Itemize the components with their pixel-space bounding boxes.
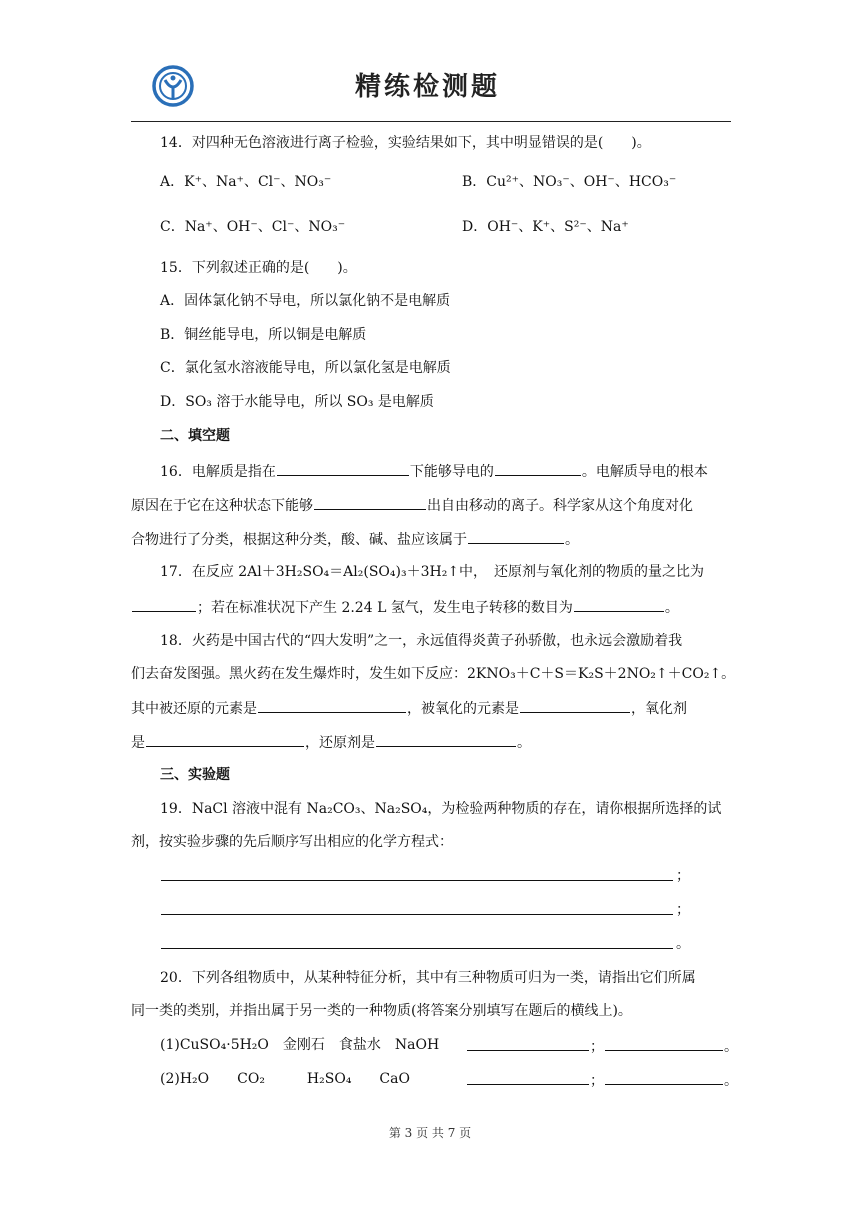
q20-sep: ；: [590, 1039, 604, 1055]
q16-blank-2[interactable]: [495, 460, 581, 476]
q18-blank-1[interactable]: [258, 697, 406, 713]
q18-text: 是: [131, 735, 145, 751]
q20-group-1-answers: [466, 1035, 738, 1057]
q19-punct: ；: [676, 902, 690, 918]
q20-blank-1b[interactable]: [605, 1035, 723, 1051]
q20-line2: 同一类的类别，并指出属于另一类的一种物质(将答案分别填写在题后的横线上)。: [131, 1003, 632, 1019]
q17-text: 。: [664, 600, 679, 616]
q17-blank-1[interactable]: [132, 596, 196, 612]
q15-option-b: B．铜丝能导电，所以铜是电解质: [160, 327, 367, 343]
q18-text: ，氧化剂: [631, 701, 687, 717]
q20-blank-2a[interactable]: [467, 1069, 589, 1085]
page-number: 第 3 页 共 7 页: [388, 1126, 472, 1140]
q20-group-2-answers: [466, 1069, 738, 1091]
q19-answer-line-2[interactable]: [161, 914, 673, 915]
q19-answer-line-1[interactable]: [161, 880, 673, 881]
q20-line1: 20．下列各组物质中，从某种特征分析，其中有三种物质可归为一类，请指出它们所属: [160, 970, 696, 986]
q15-option-a: A．固体氯化钠不导电，所以氯化钠不是电解质: [160, 293, 451, 309]
q16-text: 出自由移动的离子。科学家从这个角度对化: [427, 498, 693, 514]
header-divider: [131, 121, 731, 122]
q19-answer-line-3[interactable]: [161, 948, 673, 949]
q16-blank-4[interactable]: [468, 528, 564, 544]
q18-line4: [131, 731, 531, 753]
q15-option-c: C．氯化氢水溶液能导电，所以氯化氢是电解质: [160, 360, 451, 376]
logo-icon: [151, 64, 195, 108]
q17-line1: 17．在反应 2Al＋3H₂SO₄＝Al₂(SO₄)₃＋3H₂↑中， 还原剂与氧化剂的物质的量之比为: [160, 564, 705, 580]
q18-blank-3[interactable]: [146, 731, 304, 747]
q18-text: ，被氧化的元素是: [407, 701, 519, 717]
q20-group-1: [160, 1035, 439, 1055]
q14-option-c: C．Na⁺、OH⁻、Cl⁻、NO₃⁻: [160, 219, 346, 235]
q16-blank-3[interactable]: [314, 494, 426, 510]
q17-line2: [131, 596, 679, 618]
q20-end: 。: [724, 1039, 738, 1055]
q16-line2: [131, 494, 693, 516]
q18-line2: 们去奋发图强。黑火药在发生爆炸时，发生如下反应：2KNO₃＋C＋S＝K₂S＋2NO₂↑＋CO₂↑。: [131, 666, 736, 682]
q15-stem: 15．下列叙述正确的是( )。: [160, 260, 357, 276]
q19-line1: 19．NaCl 溶液中混有 Na₂CO₃、Na₂SO₄，为检验两种物质的存在，请你根据所选择的试: [160, 801, 722, 817]
section-heading-experiment: 三、实验题: [160, 767, 230, 783]
q19-punct: 。: [676, 936, 690, 952]
q19-punct: ；: [676, 868, 690, 884]
q16-blank-1[interactable]: [277, 460, 409, 476]
q16-line1: [160, 460, 708, 482]
q18-text: 。: [517, 735, 531, 751]
q20-end: 。: [724, 1073, 738, 1089]
q20-group-label: (2)H₂O CO₂ H₂SO₄ CaO: [160, 1071, 410, 1087]
q18-line3: [131, 697, 687, 719]
q15-option-d: D．SO₃ 溶于水能导电，所以 SO₃ 是电解质: [160, 394, 434, 410]
q20-sep: ；: [590, 1073, 604, 1089]
q18-line1: 18．火药是中国古代的“四大发明”之一，永远值得炎黄子孙骄傲，也永远会激励着我: [160, 633, 683, 649]
q14-option-b: B．Cu²⁺、NO₃⁻、OH⁻、HCO₃⁻: [462, 174, 677, 190]
q20-blank-2b[interactable]: [605, 1069, 723, 1085]
q20-group-label: (1)CuSO₄·5H₂O 金刚石 食盐水 NaOH: [160, 1037, 440, 1053]
q16-text: 原因在于它在这种状态下能够: [131, 498, 313, 514]
q14-stem: 14．对四种无色溶液进行离子检验，实验结果如下，其中明显错误的是( )。: [160, 135, 651, 151]
section-heading-fill-in: 二、填空题: [160, 428, 230, 444]
q16-text: 。电解质导电的根本: [581, 464, 708, 480]
q16-line3: [131, 528, 579, 550]
q18-text: 其中被还原的元素是: [131, 701, 257, 717]
q17-text: ；若在标准状况下产生 2.24 L 氢气，发生电子转移的数目为: [197, 600, 573, 616]
q14-option-d: D．OH⁻、K⁺、S²⁻、Na⁺: [462, 219, 629, 235]
q18-blank-4[interactable]: [376, 731, 516, 747]
q19-line2: 剂，按实验步骤的先后顺序写出相应的化学方程式：: [131, 834, 453, 850]
q20-group-2: [160, 1069, 410, 1089]
page-title: 精练检测题: [355, 72, 501, 102]
q16-text: 合物进行了分类，根据这种分类，酸、碱、盐应该属于: [131, 532, 467, 548]
q14-option-a: A．K⁺、Na⁺、Cl⁻、NO₃⁻: [160, 174, 332, 190]
q16-text: 下能够导电的: [409, 464, 494, 480]
q18-blank-2[interactable]: [520, 697, 630, 713]
q17-blank-2[interactable]: [574, 596, 664, 612]
q20-blank-1a[interactable]: [467, 1035, 589, 1051]
q16-text: 16．电解质是指在: [160, 464, 276, 480]
q18-text: ，还原剂是: [305, 735, 375, 751]
q16-text: 。: [565, 532, 579, 548]
